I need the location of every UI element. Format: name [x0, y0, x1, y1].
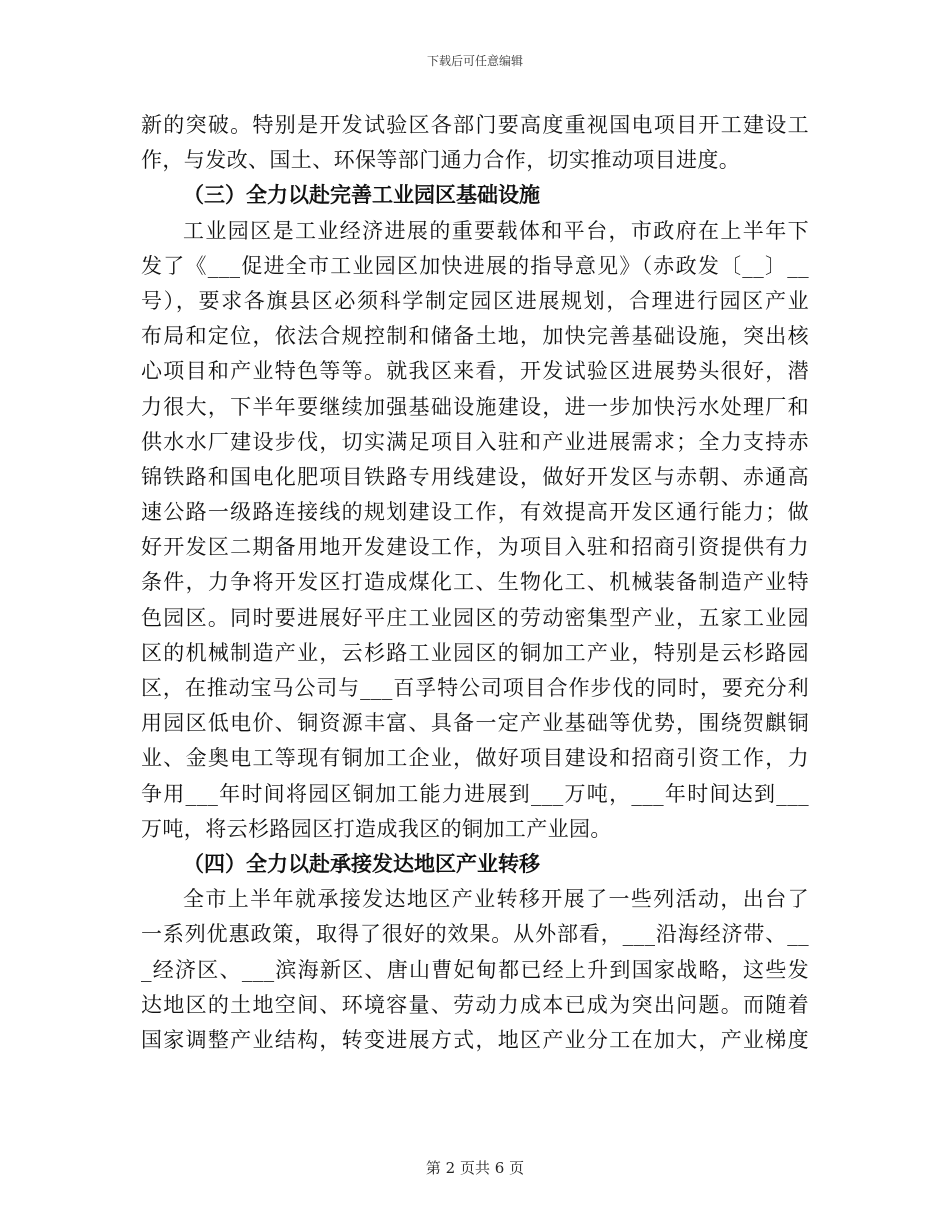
paragraph-line: 争用___年时间将园区铜加工能力进展到___万吨，___年时间达到___: [141, 781, 809, 806]
paragraph-line: 万吨，将云杉路园区打造成我区的铜加工产业园。: [141, 816, 612, 841]
paragraph-line: _经济区、___滨海新区、唐山曹妃甸都已经上升到国家战略，这些发: [141, 957, 809, 982]
paragraph-line: 达地区的土地空间、环境容量、劳动力成本已成为突出问题。而随着: [141, 992, 809, 1017]
paragraph-line: 新的突破。特别是开发试验区各部门要高度重视国电项目开工建设工: [141, 113, 809, 137]
paragraph-line: 好开发区二期备用地开发建设工作，为项目入驻和招商引资提供有力: [141, 535, 809, 560]
paragraph-line: 区，在推动宝马公司与___百孚特公司项目合作步伐的同时，要充分利: [141, 676, 809, 700]
paragraph-line: 区的机械制造产业，云杉路工业园区的铜加工产业，特别是云杉路园: [141, 640, 809, 665]
paragraph-line: 用园区低电价、铜资源丰富、具备一定产业基础等优势，围绕贺麒铜: [141, 711, 809, 736]
paragraph-line: 速公路一级路连接线的规划建设工作，有效提高开发区通行能力；做: [141, 500, 809, 525]
paragraph-line: 一系列优惠政策，取得了很好的效果。从外部看，___沿海经济带、__: [141, 922, 809, 947]
paragraph-line: 供水水厂建设步伐，切实满足项目入驻和产业进展需求；全力支持赤: [141, 429, 809, 454]
paragraph-line: 业、金奥电工等现有铜加工企业，做好项目建设和招商引资工作，力: [141, 746, 809, 771]
paragraph-line: 工业园区是工业经济进展的重要载体和平台，市政府在上半年下: [183, 218, 809, 243]
paragraph-line: 色园区。同时要进展好平庄工业园区的劳动密集型产业，五家工业园: [141, 605, 809, 630]
paragraph-line: 号），要求各旗县区必须科学制定园区进展规划，合理进行园区产业: [141, 288, 809, 313]
paragraph-line: 力很大，下半年要继续加强基础设施建设，进一步加快污水处理厂和: [141, 394, 809, 419]
paragraph-line: 国家调整产业结构，转变进展方式，地区产业分工在加大，产业梯度: [141, 1027, 809, 1052]
section-heading: （三）全力以赴完善工业园区基础设施: [183, 183, 540, 208]
paragraph-line: 全市上半年就承接发达地区产业转移开展了一些列活动，出台了: [183, 887, 809, 912]
section-heading: （四）全力以赴承接发达地区产业转移: [183, 851, 540, 876]
page-footer: 第 2 页共 6 页: [425, 1159, 525, 1177]
page-header: 下载后可任意编辑: [426, 54, 523, 68]
paragraph-line: 布局和定位，依法合规控制和储备土地，加快完善基础设施，突出核: [141, 324, 809, 349]
paragraph-line: 锦铁路和国电化肥项目铁路专用线建设，做好开发区与赤朝、赤通高: [141, 464, 809, 489]
document-body: [141, 108, 809, 1058]
paragraph-line: 发了《___促进全市工业园区加快进展的指导意见》（赤政发〔__〕__: [141, 253, 809, 278]
paragraph-line: 心项目和产业特色等等。就我区来看，开发试验区进展势头很好，潜: [141, 359, 809, 384]
paragraph-line: 作，与发改、国土、环保等部门通力合作，切实推动项目进度。: [141, 148, 741, 173]
paragraph-line: 条件，力争将开发区打造成煤化工、生物化工、机械装备制造产业特: [141, 570, 809, 595]
